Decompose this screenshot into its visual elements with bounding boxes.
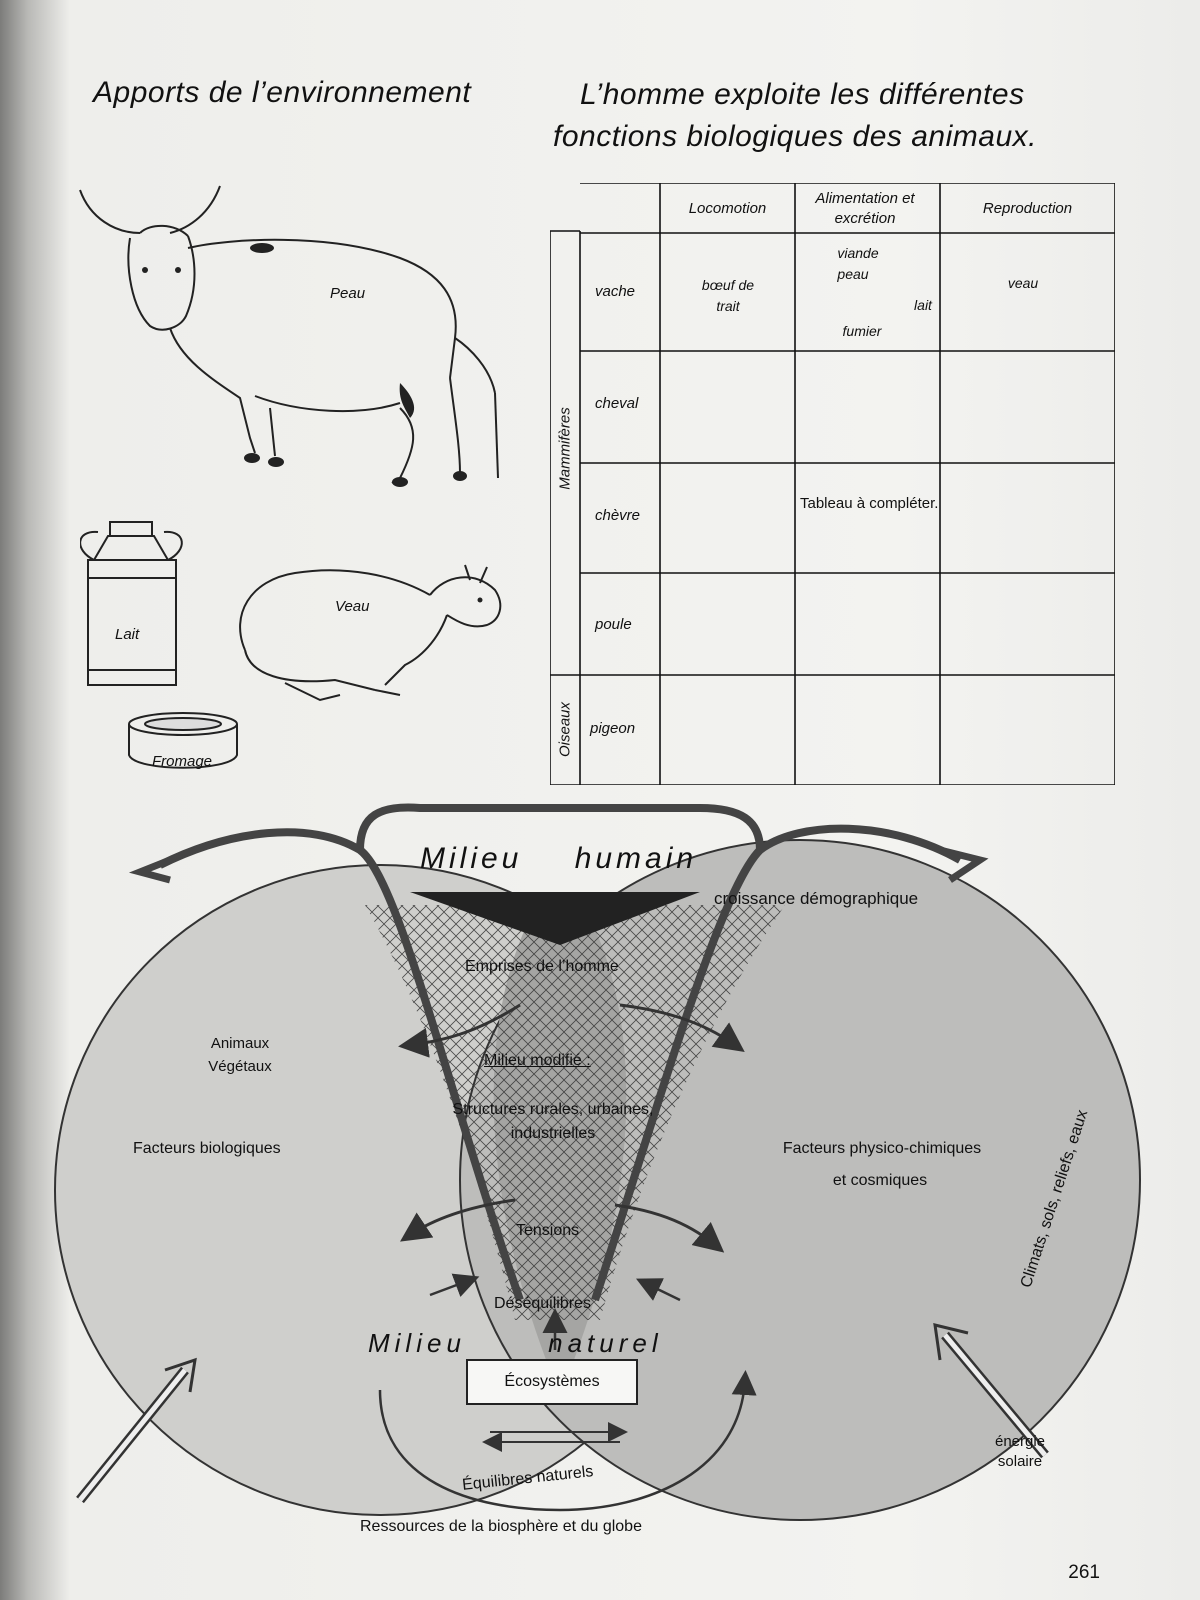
- animal-functions-table: [550, 183, 1115, 785]
- milieu-humain-label: Milieu humain: [420, 842, 698, 875]
- cow-illustration: [70, 178, 510, 508]
- emprises-label: Emprises de l’homme: [465, 958, 619, 975]
- ressources-label: Ressources de la biosphère et du globe: [360, 1518, 642, 1535]
- row-chevre: chèvre: [595, 507, 641, 524]
- row-vache: vache: [595, 283, 636, 300]
- group-oiseaux: Oiseaux: [556, 701, 574, 758]
- milk-can-icon: [80, 520, 190, 690]
- tensions-label: Tensions: [516, 1222, 580, 1239]
- facteurs-phys-label-1: Facteurs physico-chimiques: [782, 1140, 982, 1157]
- desequilibres-label: Déséquilibres: [494, 1295, 591, 1312]
- cell-lait: lait: [914, 297, 932, 313]
- facteurs-bio-label: Facteurs biologiques: [133, 1140, 281, 1157]
- structures-label: Structures rurales, urbaines, industrielles: [452, 1101, 654, 1142]
- veau-label: Veau: [335, 598, 370, 615]
- cell-peau: peau: [837, 266, 869, 282]
- title-right-line2: fonctions biologiques des animaux.: [553, 120, 1037, 153]
- facteurs-phys-label-2: et cosmiques: [832, 1172, 928, 1189]
- ecosystemes-label: Écosystèmes: [504, 1373, 600, 1390]
- title-left: Apports de l’environnement: [93, 76, 472, 109]
- vegetaux-label: Végétaux: [208, 1058, 272, 1075]
- energie-label-2: solaire: [997, 1453, 1043, 1470]
- row-cheval: cheval: [595, 395, 639, 412]
- equilibres-label: Équilibres naturels: [461, 1463, 595, 1494]
- peau-label: Peau: [330, 285, 366, 302]
- header-reproduction: Reproduction: [982, 200, 1073, 217]
- group-mammiferes: Mammifères: [556, 407, 574, 490]
- table-note: Tableau à compléter.: [800, 495, 939, 512]
- energie-label-1: énergie: [994, 1433, 1046, 1450]
- row-poule: poule: [595, 616, 632, 633]
- table-grid: [550, 183, 1115, 785]
- page-number: 261: [1068, 1562, 1100, 1583]
- climats-label: Climats, sols, reliefs, eaux: [1017, 1107, 1092, 1290]
- fromage-label: Fromage: [152, 753, 213, 770]
- milieu-naturel-label: Milieu naturel: [368, 1328, 663, 1358]
- header-alimentation: Alimentation et excrétion: [815, 190, 915, 227]
- cell-viande: viande: [837, 245, 879, 261]
- calf-illustration: [225, 555, 515, 715]
- croissance-label: croissance démographique: [714, 889, 919, 908]
- cell-fumier: fumier: [842, 323, 882, 339]
- environment-diagram: [0, 790, 1200, 1600]
- lait-label: Lait: [115, 626, 140, 643]
- header-locomotion: Locomotion: [688, 200, 767, 217]
- row-pigeon: pigeon: [590, 720, 636, 737]
- milieu-modifie-label: Milieu modifié :: [484, 1052, 591, 1069]
- cell-boeuf-de-trait: bœuf de trait: [701, 277, 755, 314]
- title-right-line1: L’homme exploite les différentes: [580, 78, 1025, 111]
- cell-veau: veau: [1007, 275, 1039, 291]
- animaux-label: Animaux: [210, 1035, 270, 1052]
